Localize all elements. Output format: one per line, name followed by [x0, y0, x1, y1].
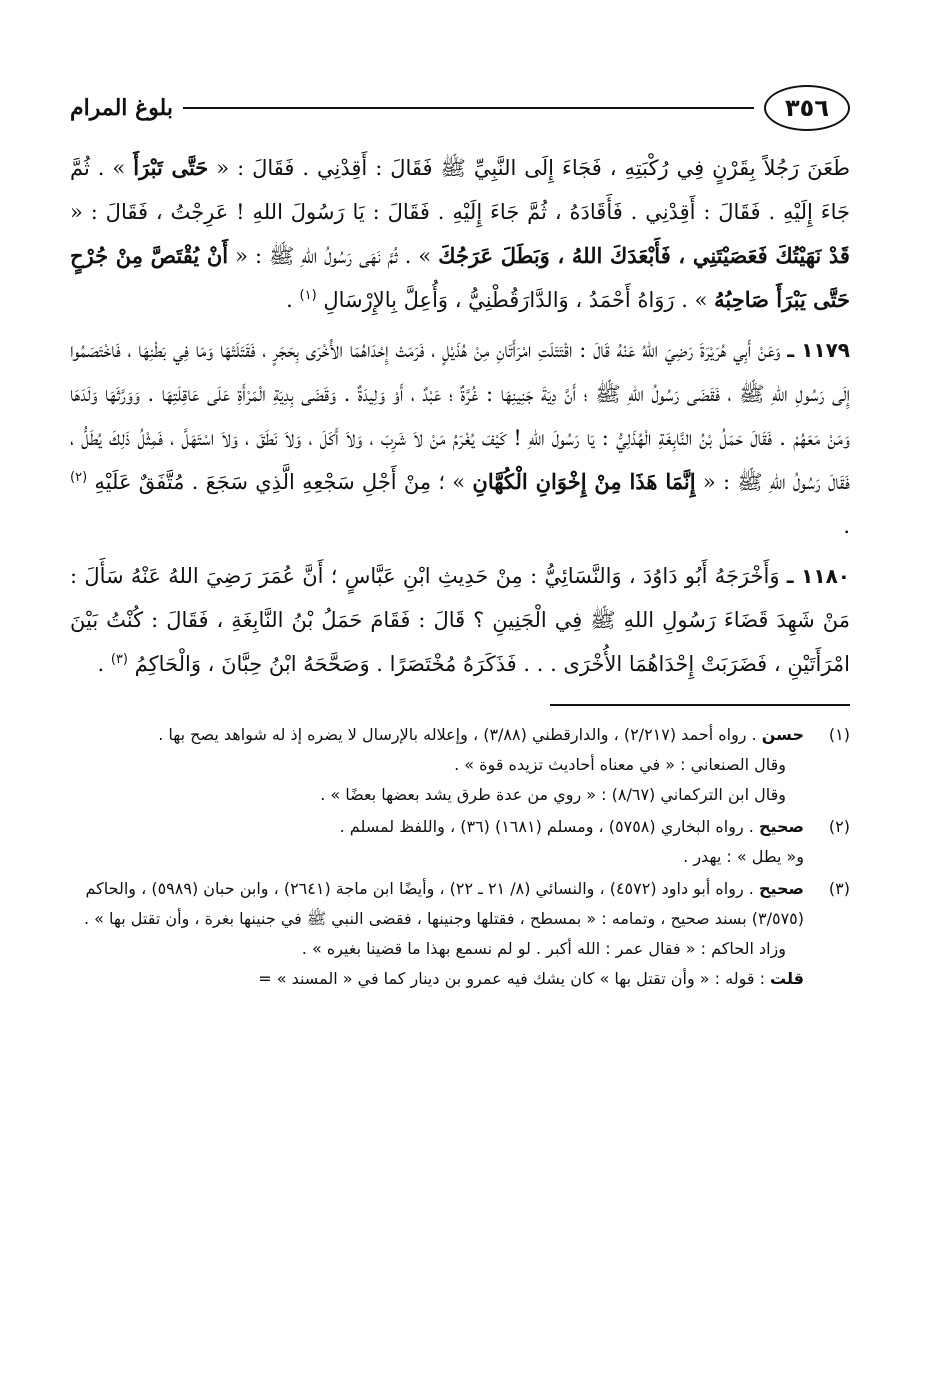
footnote-body	[70, 720, 804, 810]
prophetic-saying: إِنَّمَا هَذَا مِنْ إِخْوَانِ الْكُهَّانِ	[472, 469, 696, 494]
footnote-line	[70, 964, 804, 994]
hadith-1180	[70, 554, 850, 686]
footnote-marker: (٣)	[828, 879, 850, 898]
text-segment: وَأَخْرَجَهُ أَبُو دَاوُدَ ، وَالنَّسَائِيُّ : مِنْ حَدِيثِ ابْنِ عَبَّاسٍ ؛ أَنَّ عُمَرَ رَضِيَ اللهُ عَنْهُ سَأَلَ : مَنْ شَهِدَ قَضَاءَ رَسُولِ اللهِ ﷺ فِي الْجَنِينِ ؟ قَالَ : فَقَامَ حَمَلُ بْنُ النَّابِغَةِ ، فَقَالَ : كُنْتُ بَيْنَ امْرَأَتَيْنِ ، فَضَرَبَتْ إِحْدَاهُمَا الأُخْرَى . . . فَذَكَرَهُ مُخْتَصَرًا . وَصَحَّحَهُ ابْنُ حِبَّانَ ، وَالْحَاكِمُ	[70, 564, 850, 676]
note-label: قلت	[770, 969, 804, 988]
footnote-line: وقال الصنعاني : « في معناه أحاديث تزيده قوة » .	[454, 755, 786, 774]
footnote-line	[70, 874, 804, 934]
text-segment: وَعَنْ أَبِي هُرَيْرَةَ رَضِيَ اللهُ عَنْهُ قَالَ : اقْتَتَلَتِ امْرَأَتَانِ مِنْ هُذَيْلٍ ، فَرَمَتْ إِحْدَاهُمَا الأُخْرَى بِحَجَرٍ ، فَقَتَلَتْهَا وَمَا فِي بَطْنِهَا ، فَاخْتَصَمُوا إِلَى رَسُولِ اللهِ ﷺ ، فَقَضَى رَسُولُ اللهِ ﷺ ؛ أَنَّ دِيَةَ جَنِينِهَا : غُرَّةٌ ؛ عَبْدٌ ، أَوْ وَلِيدَةٌ . وَقَضَى بِدِيَةِ الْمَرْأَةِ عَلَى عَاقِلَتِهَا . وَوَرَّثَهَا وَلَدَهَا وَمَنْ مَعَهُمْ . فَقَالَ حَمَلُ بْنُ النَّابِغَةِ الْهُذَلِيُّ : يَا رَسُولَ اللهِ ! كَيْفَ يُغْرَمُ مَنْ لاَ شَرِبَ ، وَلاَ أَكَلَ ، وَلاَ نَطَقَ ، وَلاَ اسْتَهَلَّ ، فَمِثْلُ ذَلِكَ يُطَلُّ ، فَقَالَ رَسُولُ اللهِ ﷺ : «	[70, 338, 850, 494]
page-number: ٣٥٦	[764, 85, 850, 131]
footnote-text: . رواه أبو داود (٤٥٧٢) ، والنسائي (٨/ ٢١ ـ ٢٢) ، وأيضًا ابن ماجة (٢٦٤١) ، وابن حبان (٥٩٨٩) ، والحاكم (٣/٥٧٥) بسند صحيح ، وتمامه : « بمسطح ، فقتلها وجنينها ، فقضى النبي ﷺ في جنينها بغرة ، وأن تقتل بها » .	[83, 879, 804, 928]
footnote-body	[70, 812, 804, 872]
footnote-1	[70, 720, 850, 810]
grade-label: صحيح	[758, 817, 804, 836]
footnote-marker: (١)	[828, 725, 850, 744]
paragraph-continuation	[70, 146, 850, 322]
footnote-line: و« يطل » : يهدر .	[683, 847, 804, 866]
footnote-line: وقال ابن التركماني (٨/٦٧) : « روي من عدة طرق يشد بعضها بعضًا » .	[320, 785, 786, 804]
hadith-number: ١١٧٩ ـ	[787, 338, 850, 362]
footnote-3	[70, 874, 850, 994]
footnote-separator	[550, 704, 850, 706]
footnote-reference[interactable]: (١)	[299, 288, 317, 303]
text-segment: » ؛ مِنْ أَجْلِ سَجْعِهِ الَّذِي سَجَعَ . مُتَّفَقٌ عَلَيْهِ	[94, 470, 466, 494]
footnote-reference[interactable]: (٣)	[110, 652, 128, 667]
text-segment: .	[286, 288, 293, 312]
main-text	[70, 146, 850, 686]
prophetic-saying: قَدْ نَهَيْتُكَ فَعَصَيْتَنِي ، فَأَبْعَدَكَ اللهُ ، وَبَطَلَ عَرَجُكَ	[438, 243, 850, 268]
footnote-line	[70, 812, 804, 842]
text-segment: طَعَنَ رَجُلاً بِقَرْنٍ فِي رُكْبَتِهِ ، فَجَاءَ إِلَى النَّبِيِّ ﷺ فَقَالَ : أَقِدْنِي . فَقَالَ : «	[216, 156, 850, 180]
text-segment: » . رَوَاهُ أَحْمَدُ ، وَالدَّارَقُطْنِيُّ ، وَأُعِلَّ بِالإِرْسَالِ	[323, 288, 708, 312]
page-header	[70, 80, 850, 136]
prophetic-saying: حَتَّى تَبْرَأَ	[133, 155, 209, 180]
book-page	[70, 80, 850, 1320]
footnote-marker: (٢)	[828, 817, 850, 836]
text-segment: » . ثُمَّ نَهَى رَسُولُ اللهِ ﷺ : «	[235, 244, 432, 268]
text-segment: » . ثُمَّ جَاءَ إِلَيْهِ . فَقَالَ : أَقِدْنِي . فَأَقَادَهُ ، ثُمَّ جَاءَ إِلَيْهِ . فَقَالَ : يَا رَسُولَ اللهِ ! عَرِجْتُ ، فَقَالَ : «	[70, 156, 850, 224]
footnote-body	[70, 874, 804, 994]
footnote-line: وزاد الحاكم : « فقال عمر : الله أكبر . لو لم نسمع بهذا ما قضينا بغيره » .	[301, 939, 786, 958]
text-segment: .	[97, 652, 105, 676]
grade-label: حسن	[761, 725, 804, 744]
footnote-text: . رواه البخاري (٥٧٥٨) ، ومسلم (١٦٨١) (٣٦) ، واللفظ لمسلم .	[339, 817, 759, 836]
footnote-2	[70, 812, 850, 872]
header-rule	[183, 107, 754, 109]
footnote-text: . رواه أحمد (٢/٢١٧) ، والدارقطني (٣/٨٨) ، وإعلاله بالإرسال لا يضره إذ له شواهد يصح بها .	[158, 725, 762, 744]
grade-label: صحيح	[758, 879, 804, 898]
prophetic-saying: أَنْ يُقْتَصَّ مِنْ جُرْحٍ حَتَّى يَبْرَأَ صَاحِبُهُ	[70, 243, 850, 312]
footnote-reference[interactable]: (٢)	[70, 470, 88, 485]
book-title: بلوغ المرام	[70, 95, 173, 121]
text-segment: .	[843, 514, 850, 538]
footnotes	[70, 720, 850, 994]
hadith-1179	[70, 328, 850, 548]
hadith-number: ١١٨٠ ـ	[786, 564, 850, 588]
footnote-line	[70, 720, 804, 750]
footnote-text: : قوله : « وأن تقتل بها » كان يشك فيه عمرو بن دينار كما في « المسند » =	[258, 969, 771, 988]
